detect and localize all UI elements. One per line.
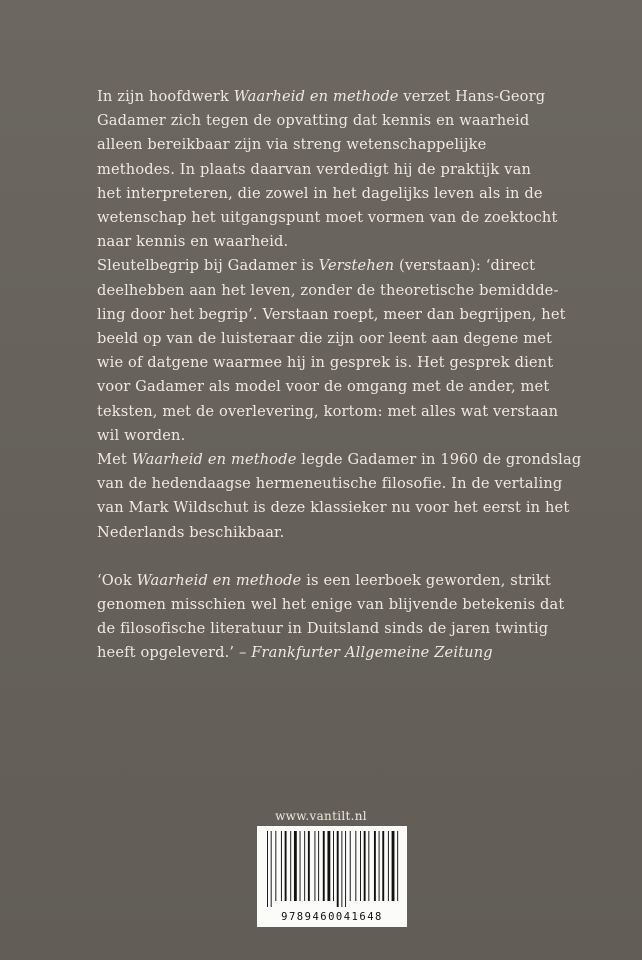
- italic-text: Frankfurter Allgemeine Zeitung: [251, 644, 493, 662]
- barcode-bar: [294, 831, 297, 901]
- quote-line: [97, 617, 577, 641]
- quote-line: [97, 641, 577, 665]
- paragraph-line: [97, 279, 577, 303]
- text-run: ling door het begrip’. Verstaan roept, meer dan begrijpen, het: [97, 305, 566, 323]
- barcode-bar: [360, 831, 361, 901]
- paragraph-line: [97, 254, 577, 278]
- text-run: verzet Hans-Georg: [398, 88, 546, 105]
- barcode-bar: [341, 831, 342, 907]
- quote-line: [97, 569, 577, 593]
- paragraph-line: [97, 109, 577, 133]
- barcode-bar: [355, 831, 356, 901]
- text-run: beeld op van de luisteraar die zijn oor leent aan degene met: [97, 330, 552, 348]
- text-run: heeft opgeleverd.’ –: [97, 644, 252, 662]
- quote-line: [97, 593, 577, 617]
- review-quote: [97, 569, 577, 666]
- italic-text: Waarheid en methode: [131, 451, 297, 469]
- barcode-bar: [368, 831, 369, 901]
- text-run: Sleutelbegrip bij Gadamer is: [97, 257, 319, 275]
- barcode-bar: [300, 831, 301, 901]
- text-run: legde Gadamer in 1960 de grondslag: [296, 451, 582, 469]
- barcode-bar: [397, 831, 398, 901]
- text-run: In zijn hoofdwerk: [97, 88, 234, 105]
- text-run: alleen bereikbaar zijn via streng wetenschappelijke: [97, 136, 487, 154]
- barcode-bar: [318, 831, 319, 901]
- blurb-text: [97, 85, 582, 666]
- barcode-bar: [308, 831, 310, 901]
- italic-text: Waarheid en methode: [136, 571, 302, 589]
- text-run: het interpreteren, die zowel in het dagelijks leven als in de: [97, 184, 543, 202]
- barcode-bar: [350, 831, 351, 901]
- isbn-number: 9789460041648: [281, 911, 383, 923]
- barcode-bar: [285, 831, 287, 901]
- text-run: de filosofische literatuur in Duitsland sinds de jaren twintig: [97, 620, 549, 638]
- paragraph-line: [97, 303, 577, 327]
- paragraph-line: [97, 472, 577, 496]
- barcode-bar: [271, 831, 272, 907]
- barcode-label: [257, 826, 407, 927]
- barcode-bar: [392, 831, 395, 901]
- isbn-barcode: [263, 831, 401, 907]
- text-run: Nederlands beschikbaar.: [97, 523, 285, 541]
- barcode-bar: [327, 831, 330, 901]
- barcode-bar: [333, 831, 334, 901]
- italic-text: Verstehen: [318, 257, 395, 275]
- barcode-bar: [323, 831, 325, 901]
- paragraph-line: [97, 230, 577, 254]
- text-run: wetenschap het uitgangspunt moet vormen van de zoektocht: [97, 209, 558, 227]
- paragraph-1: [97, 85, 577, 254]
- paragraph-3: [97, 448, 582, 545]
- paragraph-2: [97, 254, 577, 448]
- paragraph-line: [97, 351, 577, 375]
- text-run: Met: [97, 451, 132, 469]
- barcode-bar: [314, 831, 315, 901]
- text-run: ‘Ook: [97, 571, 137, 589]
- text-run: van Mark Wildschut is deze klassieker nu voor het eerst in het: [97, 499, 570, 517]
- paragraph-line: [97, 182, 577, 206]
- text-run: teksten, met de overlevering, kortom: met alles wat verstaan: [97, 402, 559, 420]
- barcode-bar: [345, 831, 346, 907]
- barcode-bar: [374, 831, 376, 901]
- paragraph-line: [97, 375, 577, 399]
- barcode-bar: [337, 831, 339, 907]
- barcode-bar: [364, 831, 366, 901]
- text-run: wil worden.: [97, 426, 186, 444]
- text-run: (verstaan): ‘direct: [394, 257, 536, 275]
- barcode-bar: [275, 831, 276, 901]
- text-run: naar kennis en waarheid.: [97, 233, 289, 251]
- text-run: methodes. In plaats daarvan verdedigt hij de praktijk van: [97, 160, 532, 178]
- paragraph-line: [97, 521, 577, 545]
- paragraph-line: [97, 424, 577, 448]
- paragraph-line: [97, 133, 577, 157]
- paragraph-line: [97, 206, 577, 230]
- barcode-bar: [281, 831, 282, 901]
- paragraph-line: [97, 400, 577, 424]
- italic-text: Waarheid en methode: [233, 88, 399, 105]
- paragraph-line: [97, 448, 582, 472]
- text-run: Gadamer zich tegen de opvatting dat kennis en waarheid: [97, 112, 530, 130]
- paragraph-line: [97, 327, 577, 351]
- paragraph-line: [97, 496, 577, 520]
- paragraph-line: [97, 158, 577, 182]
- text-run: wie of datgene waarmee hij in gesprek is. Het gesprek dient: [97, 354, 554, 372]
- barcode-bar: [379, 831, 380, 901]
- barcode-bar: [388, 831, 389, 901]
- paragraph-line: [97, 85, 577, 109]
- barcode-bar: [382, 831, 384, 901]
- text-run: genomen misschien wel het enige van blijvende betekenis dat: [97, 596, 565, 614]
- text-run: van de hedendaagse hermeneutische filosofie. In de vertaling: [97, 475, 563, 493]
- spacer: [97, 545, 577, 569]
- text-run: deelhebben aan het leven, zonder de theoretische bemiddde-: [97, 281, 559, 299]
- text-run: voor Gadamer als model voor de omgang met de ander, met: [97, 378, 550, 396]
- publisher-website[interactable]: www.vantilt.nl: [275, 809, 367, 823]
- barcode-bar: [267, 831, 268, 907]
- text-run: is een leerboek geworden, strikt: [301, 571, 551, 589]
- barcode-bar: [290, 831, 291, 901]
- barcode-bar: [304, 831, 305, 901]
